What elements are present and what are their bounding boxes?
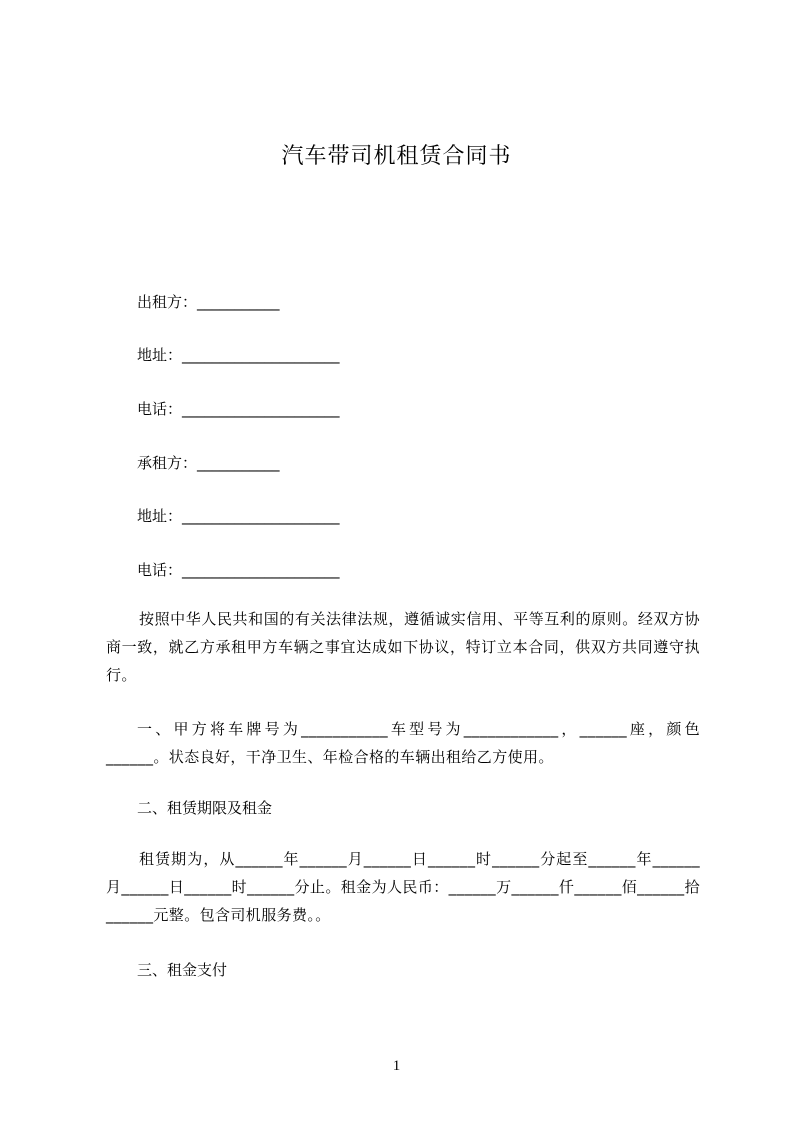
lessee-address-field: 地址：_____________________ (137, 507, 340, 525)
lessor-name-field: 出租方：___________ (137, 293, 280, 311)
section-2-body: 租赁期为，从______年______月______日______时______分起至______年______月______日______时______分止。租金为人民币：______万______仟______佰______拾______元整。包含司机服务费。。 (106, 850, 700, 924)
lessor-address-field: 地址：_____________________ (137, 346, 340, 364)
lessee-name-field: 承租方：___________ (137, 454, 280, 472)
clause-1-paragraph: 一、甲方将车牌号为___________车型号为____________，______座，颜色______。状态良好，干净卫生、年检合格的车辆出租给乙方使用。 (106, 720, 700, 766)
intro-paragraph: 按照中华人民共和国的有关法律法规，遵循诚实信用、平等互利的原则。经双方协商一致，就乙方承租甲方车辆之事宜达成如下协议，特订立本合同，供双方共同遵守执行。 (106, 610, 700, 684)
lessee-phone-field: 电话：_____________________ (137, 561, 340, 579)
page-number: 1 (392, 1058, 401, 1074)
section-3-heading: 三、租金支付 (137, 961, 228, 979)
lessor-phone-field: 电话：_____________________ (137, 400, 340, 418)
section-2-heading: 二、租赁期限及租金 (137, 799, 273, 817)
document-title: 汽车带司机租赁合同书 (281, 144, 512, 169)
